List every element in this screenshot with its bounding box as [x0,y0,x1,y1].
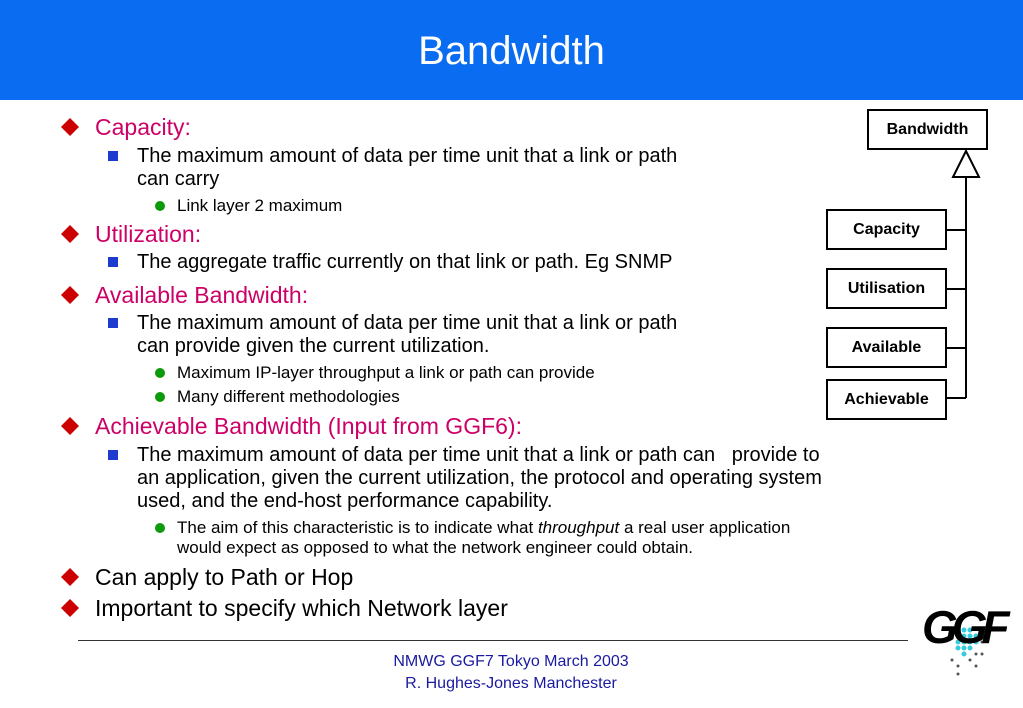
subsub-achievable-em: throughput [537,518,620,537]
bullet-capacity-label: Capacity: [95,114,191,140]
sub-available-text-1: The maximum amount of data per time unit that a link or path [137,312,678,334]
diagram-box-achievable: Achievable [826,379,947,420]
slide-title: Bandwidth [418,29,605,73]
sub-achievable-text-1: The maximum amount of data per time unit that a link or path can provide to [137,444,820,466]
sub-available-text-2: can provide given the current utilization. [137,335,490,357]
sub-utilization-text: The aggregate traffic currently on that link or path. Eg SNMP [137,251,673,273]
bullet-achievable-label: Achievable Bandwidth (Input from GGF6): [95,413,522,439]
footer-divider [78,640,908,641]
bullet-layer-text: Important to specify which Network layer [95,595,508,621]
sub-achievable-text-2: an application, given the current utilization, the protocol and operating system [137,467,822,489]
subsub-achievable-pre: The aim of this characteristic is to indicate what [177,518,538,537]
bullet-utilization-label: Utilization: [95,221,202,247]
diagram-box-bandwidth: Bandwidth [867,109,988,150]
bullet-path-text: Can apply to Path or Hop [95,564,354,590]
footer-line-2: R. Hughes-Jones Manchester [405,675,617,692]
subsub-achievable-post: a real user application [619,518,791,537]
sub-capacity-text-1: The maximum amount of data per time unit that a link or path [137,145,678,167]
bullet-available-label: Available Bandwidth: [95,282,309,308]
subsub-capacity-text: Link layer 2 maximum [177,196,343,215]
footer-line-1: NMWG GGF7 Tokyo March 2003 [393,653,629,670]
diagram-box-capacity: Capacity [826,209,947,250]
sub-capacity-text-2: can carry [137,168,220,190]
subsub-available-text-1: Maximum IP-layer throughput a link or path can provide [177,363,595,382]
diagram-box-utilisation: Utilisation [826,268,947,309]
diagram-box-available: Available [826,327,947,368]
ggf-logo-text: GGF [922,601,1004,653]
subsub-available-text-2: Many different methodologies [177,387,400,406]
subsub-achievable-text-2: would expect as opposed to what the network engineer could obtain. [177,538,694,557]
sub-achievable-text-3: used, and the end-host performance capability. [137,490,553,512]
